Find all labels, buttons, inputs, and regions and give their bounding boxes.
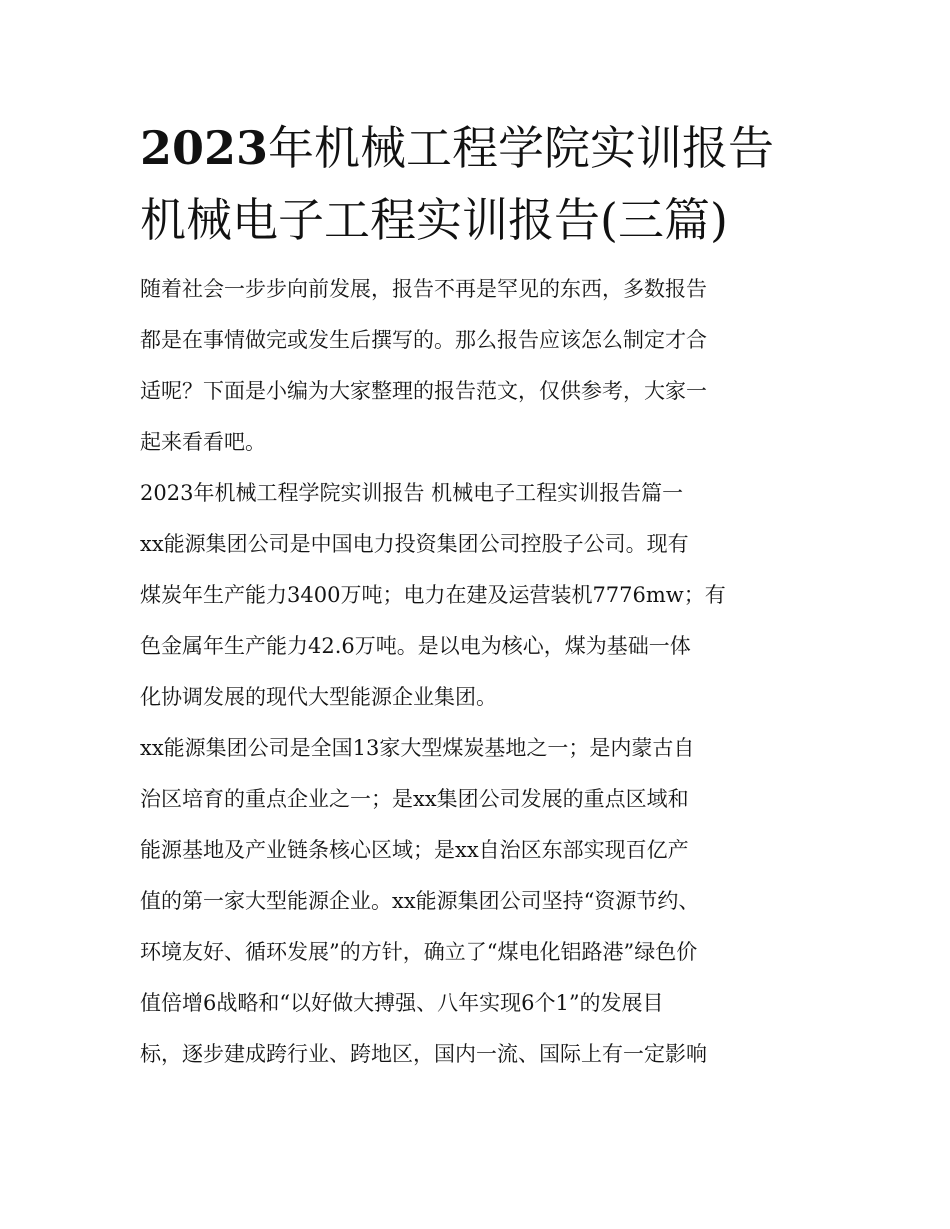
section-heading-line: 2023年机械工程学院实训报告 机械电子工程实训报告篇一	[140, 481, 684, 505]
paragraph-line: 色金属年生产能力42.6万吨。是以电为核心，煤为基础一体	[140, 634, 691, 658]
title-text-1: 年机械工程学院实训报告	[268, 121, 775, 175]
paragraph-line: 值倍增6战略和“以好做大搏强、八年实现6个1”的发展目	[140, 991, 664, 1015]
document-title-line-2: 机械电子工程实训报告(三篇)	[140, 193, 728, 247]
paragraph-line: 治区培育的重点企业之一；是xx集团公司发展的重点区域和	[140, 787, 689, 811]
company-paragraph-2	[140, 723, 812, 1080]
paragraph-line: 煤炭年生产能力3400万吨；电力在建及运营装机7776mw；有	[140, 583, 726, 607]
paragraph-line: 适呢？下面是小编为大家整理的报告范文，仅供参考，大家一	[140, 379, 707, 403]
paragraph-line: 随着社会一步步向前发展，报告不再是罕见的东西，多数报告	[140, 277, 707, 301]
paragraph-line: xx能源集团公司是全国13家大型煤炭基地之一；是内蒙古自	[140, 736, 695, 760]
document-title-line-1	[140, 112, 812, 184]
paragraph-line: 起来看看吧。	[140, 430, 266, 454]
paragraph-line: 标，逐步建成跨行业、跨地区，国内一流、国际上有一定影响	[140, 1042, 707, 1066]
title-year: 2023	[140, 121, 269, 175]
paragraph-line: 值的第一家大型能源企业。xx能源集团公司坚持“资源节约、	[140, 889, 700, 913]
paragraph-line: 都是在事情做完或发生后撰写的。那么报告应该怎么制定才合	[140, 328, 707, 352]
company-paragraph-1	[140, 519, 812, 723]
paragraph-line: 环境友好、循环发展”的方针，确立了“煤电化铝路港”绿色价	[140, 940, 698, 964]
intro-paragraph	[140, 264, 812, 468]
section-heading	[140, 468, 812, 519]
document-page	[140, 112, 812, 1080]
paragraph-line: xx能源集团公司是中国电力投资集团公司控股子公司。现有	[140, 532, 689, 556]
title-spacer	[140, 256, 812, 264]
paragraph-line: 能源基地及产业链条核心区域；是xx自治区东部实现百亿产	[140, 838, 689, 862]
paragraph-line: 化协调发展的现代大型能源企业集团。	[140, 685, 497, 709]
